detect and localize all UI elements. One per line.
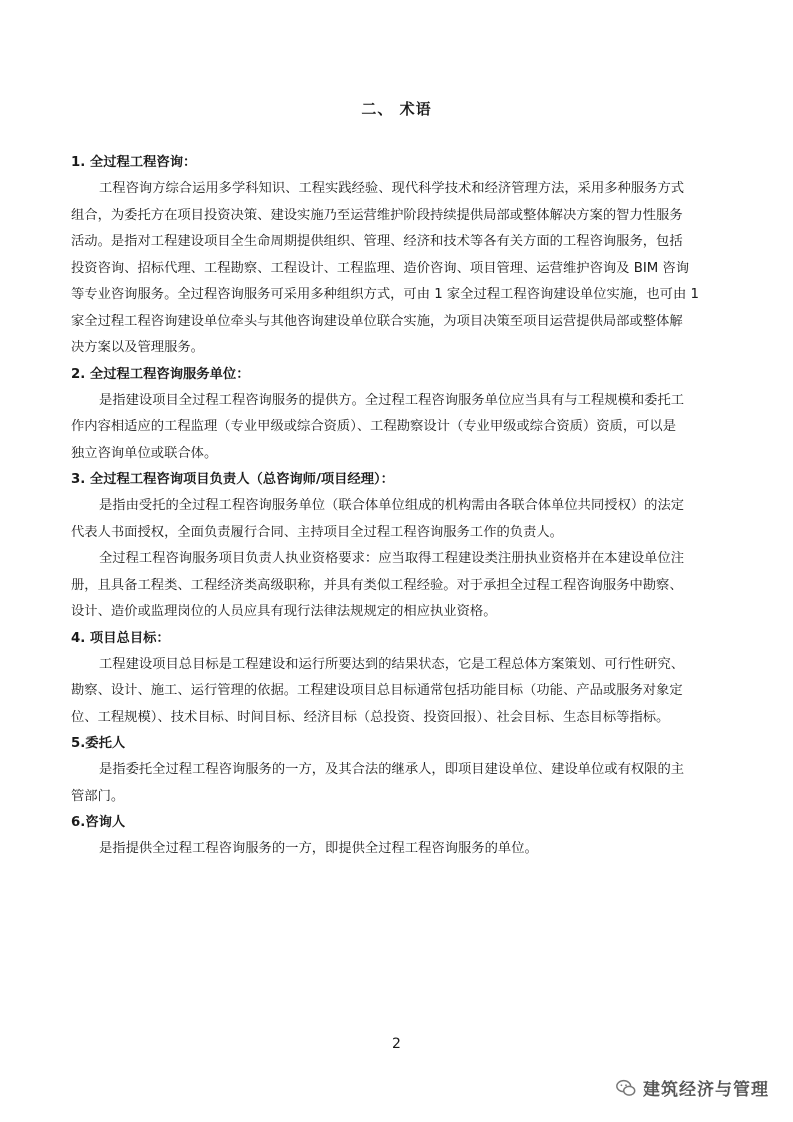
paragraph <box>71 493 723 546</box>
wechat-icon <box>615 1077 637 1099</box>
section-heading: 6.咨询人 <box>71 815 126 830</box>
paragraph-line: 是指建设项目全过程工程咨询服务的提供方。全过程工程咨询服务单位应当具有与工程规模和委托工 <box>99 392 685 408</box>
section-heading: 5.委托人 <box>71 736 126 751</box>
paragraph-line: 独立咨询单位或联合体。 <box>71 445 218 461</box>
paragraph-line: 作内容相适应的工程监理（专业甲级或综合资质）、工程勘察设计（专业甲级或综合资质）资质，可以是 <box>71 419 677 434</box>
paragraph <box>71 757 723 810</box>
watermark-text: 建筑经济与管理 <box>643 1080 769 1100</box>
watermark <box>615 1075 769 1100</box>
paragraph-line: 投资咨询、招标代理、工程勘察、工程设计、工程监理、造价咨询、项目管理、运营维护咨询及 BIM 咨询 <box>71 260 690 276</box>
paragraph-line: 全过程工程咨询服务项目负责人执业资格要求：应当取得工程建设类注册执业资格并在本建设单位注 <box>99 551 685 566</box>
section-heading: 2. 全过程工程咨询服务单位： <box>71 366 250 382</box>
paragraph-line: 勘察、设计、施工、运行管理的依据。工程建设项目总目标通常包括功能目标（功能、产品或服务对象定 <box>71 683 683 698</box>
paragraph-line: 等专业咨询服务。全过程咨询服务可采用多种组织方式，可由 1 家全过程工程咨询建设单位实施，也可由 1 <box>71 287 699 302</box>
paragraph-line: 活动。是指对工程建设项目全生命周期提供组织、管理、经济和技术等各有关方面的工程咨询服务，包括 <box>71 234 683 249</box>
document-body <box>71 150 723 863</box>
paragraph-line: 决方案以及管理服务。 <box>71 340 204 355</box>
paragraph <box>71 652 723 732</box>
paragraph-line: 工程建设项目总目标是工程建设和运行所要达到的结果状态，它是工程总体方案策划、可行性研究、 <box>99 656 685 672</box>
paragraph-line: 册，且具备工程类、工程经济类高级职称，并具有类似工程经验。对于承担全过程工程咨询服务中勘察、 <box>71 577 683 593</box>
paragraph-line: 管部门。 <box>71 788 125 804</box>
paragraph-line: 家全过程工程咨询建设单位牵头与其他咨询建设单位联合实施，为项目决策至项目运营提供局部或整体解 <box>71 313 683 329</box>
paragraph-line: 是指提供全过程工程咨询服务的一方，即提供全过程工程咨询服务的单位。 <box>99 841 538 856</box>
page-number: 2 <box>392 1036 401 1052</box>
paragraph-line: 位、工程规模）、技术目标、时间目标、经济目标（总投资、投资回报）、社会目标、生态目标等指标。 <box>71 709 670 725</box>
paragraph <box>71 546 723 626</box>
paragraph-line: 代表人书面授权，全面负责履行合同、主持项目全过程工程咨询服务工作的负责人。 <box>71 524 563 540</box>
paragraph <box>71 176 723 362</box>
paragraph-line: 是指由受托的全过程工程咨询服务单位（联合体单位组成的机构需由各联合体单位共同授权）的法定 <box>99 498 685 513</box>
paragraph-line: 组合，为委托方在项目投资决策、建设实施乃至运营维护阶段持续提供局部或整体解决方案的智力性服务 <box>71 207 683 223</box>
paragraph <box>71 836 723 863</box>
paragraph <box>71 388 723 468</box>
section-heading: 4. 项目总目标： <box>71 630 170 646</box>
paragraph-line: 是指委托全过程工程咨询服务的一方，及其合法的继承人，即项目建设单位、建设单位或有权限的主 <box>99 762 685 777</box>
section-title: 二、 术语 <box>361 100 432 118</box>
paragraph-line: 设计、造价或监理岗位的人员应具有现行法律法规规定的相应执业资格。 <box>71 604 497 619</box>
section-heading: 3. 全过程工程咨询项目负责人（总咨询师/项目经理）： <box>71 472 394 487</box>
section-heading: 1. 全过程工程咨询： <box>71 155 197 170</box>
paragraph-line: 工程咨询方综合运用多学科知识、工程实践经验、现代科学技术和经济管理方法，采用多种服务方式 <box>99 181 685 196</box>
